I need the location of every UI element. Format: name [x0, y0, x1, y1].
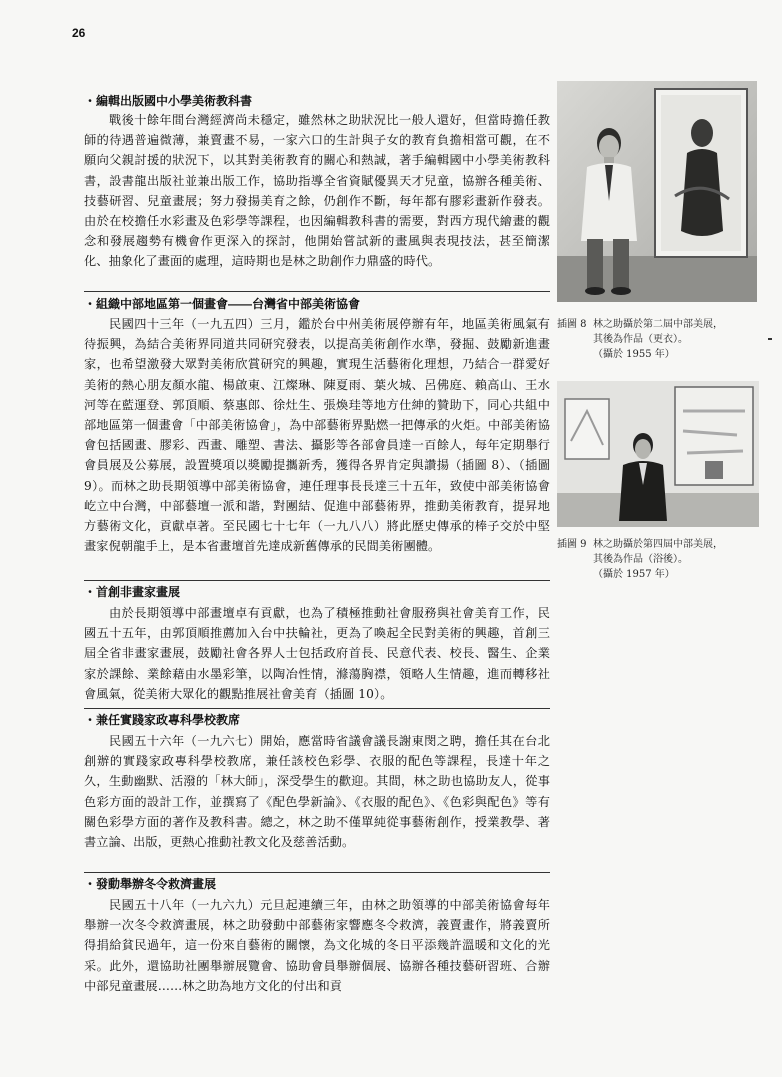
margin-mark [768, 338, 772, 340]
section-heading-winter-relief: ・發動舉辦冬令救濟畫展 [84, 877, 217, 891]
section-divider [84, 872, 550, 873]
figure-8-caption [557, 317, 777, 362]
figure-9-caption-line3: （攝於 1957 年） [593, 569, 675, 580]
figure-9-photo-illustration [557, 381, 759, 527]
figure-8-caption-line1: 林之助攝於第二屆中部美展， [593, 319, 723, 330]
section-divider [84, 580, 550, 581]
section-paragraph-art-association: 民國四十三年（一九五四）三月，鑑於台中州美術展停辦有年，地區美術風氣有待振興，為結合美術界同道共同研究發表，以提高美術創作水準，發掘、鼓勵新進畫家，也希望激發大眾對美術欣賞研究的興趣，實現生活藝術化理想，乃結合一群愛好美術的熱心朋友顏水龍、楊啟東、江燦琳、陳夏雨、葉火城、呂佛庭、賴高山、王水河等在藍運登、郭頂順、蔡惠郎、徐灶生、張煥珪等地方仕紳的贊助下，同心共組中部地區第一個畫會「中部美術協會」，為中部藝術界點燃一把傳承的火炬。中部美術協會包括國畫、膠彩、西畫、雕塑、書法、攝影等各部會員達一百餘人，每年定期舉行會員展及公募展，設置獎項以獎勵提攜新秀，獲得各界肯定與讚揚（插圖 8）、（插圖 9）。而林之助長期領導中部美術協會，連任理事長長達三十五年，致使中部美術協會屹立中台灣，中部藝壇一派和諧，對團結、促進中部藝術界，推動美術教育，提昇地方藝術文化，貢獻卓著。至民國七十七年（一九八八）將此歷史傳承的棒子交於中堅畫家倪朝龍手上，是本省畫壇首先達成新舊傳承的民間美術團體。 [84, 317, 550, 554]
section-paragraph-textbooks: 戰後十餘年間台灣經濟尚未穩定，雖然林之助狀況比一般人還好，但當時擔任教師的待遇普遍微薄，兼賣畫不易，一家六口的生計與子女的教育負擔相當可觀，在不願向父親討援的狀況下，以其對美術教育的關心和熱誠，著手編輯國中小學美術教科書，設書龍出版社並兼出版工作，協助指導全省資賦優異天才兒童，協辦各種美術、技藝研習、兒童畫展；努力發揚美育之餘，仍創作不斷，每年都有膠彩畫新作發表。由於在校擔任水彩畫及色彩學等課程，也因編輯教科書的需要，對西方現代繪畫的觀念和發展趨勢有機會作更深入的探討，他開始嘗試新的畫風與表現技法，甚至簡潔化、抽象化了畫面的處理，這時期也是林之助創作力鼎盛的時代。 [84, 113, 550, 269]
section-paragraph-winter-relief: 民國五十八年（一九六九）元旦起連續三年，由林之助領導的中部美術協會每年舉辦一次冬令救濟畫展，林之助發動中部藝術家響應冬令救濟，義賣畫作，將義賣所得捐給貧民過年，這一份來自藝術的關懷，為文化城的冬日平添幾許溫暖和文化的光采。此外，還協助社團舉辦展覽會、協助會員舉辦個展、協辦各種技藝研習班、合辦中部兒童畫展……林之助為地方文化的付出和貢 [84, 898, 550, 993]
figure-9-caption [557, 537, 777, 582]
page-number: 26 [72, 26, 86, 40]
figure-8-number: 插圖 8 [557, 319, 587, 330]
figure-8-caption-line2: 其後為作品（更衣）。 [593, 334, 688, 345]
figure-9-number: 插圖 9 [557, 539, 587, 550]
figure-8-photo-illustration [557, 81, 757, 302]
figure-9-caption-line1: 林之助攝於第四屆中部美展， [593, 539, 723, 550]
section-heading-art-association: ・組織中部地區第一個畫會——台灣省中部美術協會 [84, 297, 361, 311]
section-paragraph-shih-chien-school: 民國五十六年（一九六七）開始，應當時省議會議長謝東閔之聘，擔任其在台北創辦的實踐家政專科學校教席，兼任該校色彩學、衣服的配色等課程，長達十年之久，生動幽默、活潑的「林大師」，深受學生的歡迎。其間，林之助也協助友人，從事色彩方面的設計工作，並撰寫了《配色學新論》、《衣服的配色》、《色彩與配色》等有關色彩學方面的著作及教科書。總之，林之助不僅單純從事藝術創作，授業教學、著書立論、出版，更熱心推動社教文化及慈善活動。 [84, 734, 550, 850]
figure-8-photo [557, 81, 757, 302]
section-paragraph-non-painter-exhibition: 由於長期領導中部畫壇卓有貢獻，也為了積極推動社會服務與社會美育工作，民國五十五年，由郭頂順推薦加入台中扶輪社，更為了喚起全民對美術的興趣，首創三屆全省非畫家畫展，鼓勵社會各界人士包括政府首長、民意代表、校長、醫生、企業家於課餘、業餘藉由水墨彩筆，以陶冶性情，滌蕩胸襟，領略人生情趣，進而轉移社會風氣，從美術大眾化的觀點推展社會美育（插圖 10）。 [84, 606, 550, 701]
section-heading-shih-chien-school: ・兼任實踐家政專科學校教席 [84, 713, 241, 727]
section-divider [84, 708, 550, 709]
figure-9-caption-line2: 其後為作品（浴後）。 [593, 554, 688, 565]
section-divider [84, 291, 550, 292]
section-heading-non-painter-exhibition: ・首創非畫家畫展 [84, 585, 181, 599]
section-heading-textbooks: ・編輯出版國中小學美術教科書 [84, 94, 253, 108]
figure-8-caption-line3: （攝於 1955 年） [593, 349, 675, 360]
figure-9-photo [557, 381, 759, 527]
